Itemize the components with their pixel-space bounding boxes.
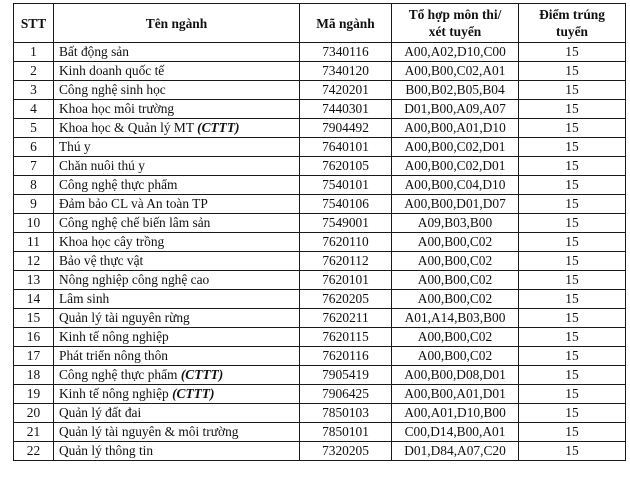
major-name-text: Công nghệ thực phẩm: [59, 177, 178, 192]
table-row: [14, 423, 626, 442]
row-major-code: 7340116: [300, 43, 392, 62]
row-major-name: [54, 81, 300, 100]
major-name-text: Kinh tế nông nghiệp: [59, 329, 169, 344]
row-stt: 6: [14, 138, 54, 157]
major-name-text: Phát triển nông thôn: [59, 348, 168, 363]
table-row: [14, 43, 626, 62]
header-subject-combination: Tổ hợp môn thi/ xét tuyển: [392, 4, 519, 43]
row-admission-score: 15: [519, 195, 626, 214]
row-major-code: 7620116: [300, 347, 392, 366]
table-row: [14, 100, 626, 119]
row-major-code: 7549001: [300, 214, 392, 233]
row-admission-score: 15: [519, 309, 626, 328]
table-row: [14, 138, 626, 157]
table-row: [14, 195, 626, 214]
major-name-text: Đảm bảo CL và An toàn TP: [59, 196, 208, 211]
row-stt: 7: [14, 157, 54, 176]
page-bottom-edge: [0, 477, 630, 483]
major-name-text: Quản lý thông tin: [59, 443, 154, 458]
row-subject-combination: A00,B00,C02: [392, 347, 519, 366]
row-major-name: [54, 385, 300, 404]
row-subject-combination: A00,B00,C04,D10: [392, 176, 519, 195]
header-major-code: Mã ngành: [300, 4, 392, 43]
row-major-name: [54, 271, 300, 290]
major-name-text: Khoa học môi trường: [59, 101, 175, 116]
header-admission-score: Điểm trúng tuyển: [519, 4, 626, 43]
major-name-text: Nông nghiệp công nghệ cao: [59, 272, 210, 287]
row-major-code: 7850103: [300, 404, 392, 423]
row-admission-score: 15: [519, 62, 626, 81]
row-admission-score: 15: [519, 138, 626, 157]
row-subject-combination: D01,B00,A09,A07: [392, 100, 519, 119]
row-admission-score: 15: [519, 119, 626, 138]
row-stt: 10: [14, 214, 54, 233]
major-name-text: Khoa học & Quản lý MT: [59, 120, 198, 135]
table-row: [14, 328, 626, 347]
table-row: [14, 290, 626, 309]
row-admission-score: 15: [519, 176, 626, 195]
major-name-text: Công nghệ thực phẩm: [59, 367, 181, 382]
major-name-text: Kinh tế nông nghiệp: [59, 386, 173, 401]
row-major-code: 7904492: [300, 119, 392, 138]
program-tag: (CTTT): [180, 367, 224, 382]
major-name-text: Công nghệ sinh học: [59, 82, 166, 97]
row-admission-score: 15: [519, 347, 626, 366]
row-admission-score: 15: [519, 233, 626, 252]
row-major-name: [54, 119, 300, 138]
table-row: [14, 214, 626, 233]
row-major-code: 7850101: [300, 423, 392, 442]
row-major-code: 7540101: [300, 176, 392, 195]
row-admission-score: 15: [519, 404, 626, 423]
table-row: [14, 366, 626, 385]
row-stt: 11: [14, 233, 54, 252]
row-admission-score: 15: [519, 423, 626, 442]
table-row: [14, 442, 626, 461]
row-admission-score: 15: [519, 271, 626, 290]
table-row: [14, 157, 626, 176]
table-header-row: [14, 4, 626, 43]
row-subject-combination: A00,B00,C02,D01: [392, 157, 519, 176]
row-major-name: [54, 138, 300, 157]
major-name-text: Bảo vệ thực vật: [59, 253, 144, 268]
row-subject-combination: A00,B00,A01,D01: [392, 385, 519, 404]
row-stt: 1: [14, 43, 54, 62]
row-major-name: [54, 366, 300, 385]
row-major-code: 7340120: [300, 62, 392, 81]
row-subject-combination: A09,B03,B00: [392, 214, 519, 233]
row-stt: 22: [14, 442, 54, 461]
row-subject-combination: A00,B00,C02: [392, 328, 519, 347]
row-major-code: 7620112: [300, 252, 392, 271]
major-name-text: Quản lý tài nguyên & môi trường: [59, 424, 239, 439]
row-major-code: 7906425: [300, 385, 392, 404]
row-major-name: [54, 290, 300, 309]
row-major-code: 7540106: [300, 195, 392, 214]
major-name-text: Công nghệ chế biến lâm sản: [59, 215, 211, 230]
major-name-text: Quản lý đất đai: [59, 405, 142, 420]
row-major-name: [54, 62, 300, 81]
row-stt: 13: [14, 271, 54, 290]
table-row: [14, 309, 626, 328]
row-admission-score: 15: [519, 442, 626, 461]
major-name-text: Lâm sinh: [59, 291, 110, 306]
major-name-text: Chăn nuôi thú y: [59, 158, 145, 173]
program-tag: (CTTT): [172, 386, 215, 401]
row-major-code: 7620211: [300, 309, 392, 328]
row-major-code: 7620105: [300, 157, 392, 176]
row-admission-score: 15: [519, 290, 626, 309]
header-stt: STT: [14, 4, 54, 43]
row-subject-combination: A00,B00,C02,D01: [392, 138, 519, 157]
row-subject-combination: A00,A01,D10,B00: [392, 404, 519, 423]
row-major-code: 7620101: [300, 271, 392, 290]
row-stt: 16: [14, 328, 54, 347]
major-name-text: Thú y: [59, 139, 91, 154]
row-stt: 14: [14, 290, 54, 309]
row-stt: 20: [14, 404, 54, 423]
table-row: [14, 385, 626, 404]
major-name-text: Bất động sản: [59, 44, 129, 59]
table-row: [14, 347, 626, 366]
table-row: [14, 176, 626, 195]
program-tag: (CTTT): [197, 120, 240, 135]
row-major-name: [54, 214, 300, 233]
row-admission-score: 15: [519, 100, 626, 119]
row-major-name: [54, 43, 300, 62]
row-major-name: [54, 328, 300, 347]
row-major-name: [54, 176, 300, 195]
row-stt: 2: [14, 62, 54, 81]
row-stt: 9: [14, 195, 54, 214]
row-stt: 8: [14, 176, 54, 195]
row-major-name: [54, 195, 300, 214]
row-subject-combination: C00,D14,B00,A01: [392, 423, 519, 442]
row-admission-score: 15: [519, 157, 626, 176]
row-major-code: 7420201: [300, 81, 392, 100]
row-major-code: 7640101: [300, 138, 392, 157]
row-stt: 19: [14, 385, 54, 404]
row-subject-combination: A00,B00,C02: [392, 233, 519, 252]
row-subject-combination: A00,A02,D10,C00: [392, 43, 519, 62]
table-row: [14, 119, 626, 138]
row-major-name: [54, 252, 300, 271]
table-row: [14, 62, 626, 81]
row-subject-combination: A00,B00,D01,D07: [392, 195, 519, 214]
row-subject-combination: A00,B00,C02: [392, 252, 519, 271]
row-subject-combination: A01,A14,B03,B00: [392, 309, 519, 328]
row-stt: 3: [14, 81, 54, 100]
row-major-name: [54, 309, 300, 328]
row-stt: 21: [14, 423, 54, 442]
row-subject-combination: D01,D84,A07,C20: [392, 442, 519, 461]
row-subject-combination: B00,B02,B05,B04: [392, 81, 519, 100]
admission-score-table: [13, 3, 626, 461]
row-subject-combination: A00,B00,C02: [392, 290, 519, 309]
table-row: [14, 233, 626, 252]
table-row: [14, 81, 626, 100]
row-stt: 18: [14, 366, 54, 385]
row-admission-score: 15: [519, 328, 626, 347]
row-major-code: 7620205: [300, 290, 392, 309]
row-stt: 12: [14, 252, 54, 271]
row-major-code: 7620115: [300, 328, 392, 347]
row-admission-score: 15: [519, 366, 626, 385]
row-stt: 15: [14, 309, 54, 328]
row-subject-combination: A00,B00,D08,D01: [392, 366, 519, 385]
row-major-code: 7620110: [300, 233, 392, 252]
row-admission-score: 15: [519, 252, 626, 271]
row-major-name: [54, 233, 300, 252]
row-subject-combination: A00,B00,C02: [392, 271, 519, 290]
table-row: [14, 271, 626, 290]
row-major-name: [54, 347, 300, 366]
row-major-name: [54, 157, 300, 176]
row-subject-combination: A00,B00,C02,A01: [392, 62, 519, 81]
header-major-name: Tên ngành: [54, 4, 300, 43]
row-stt: 4: [14, 100, 54, 119]
row-admission-score: 15: [519, 81, 626, 100]
row-major-code: 7905419: [300, 366, 392, 385]
row-stt: 17: [14, 347, 54, 366]
row-major-code: 7440301: [300, 100, 392, 119]
row-admission-score: 15: [519, 385, 626, 404]
row-subject-combination: A00,B00,A01,D10: [392, 119, 519, 138]
table-row: [14, 404, 626, 423]
major-name-text: Quản lý tài nguyên rừng: [59, 310, 190, 325]
row-major-name: [54, 423, 300, 442]
row-major-name: [54, 442, 300, 461]
row-major-code: 7320205: [300, 442, 392, 461]
row-admission-score: 15: [519, 43, 626, 62]
row-admission-score: 15: [519, 214, 626, 233]
table-row: [14, 252, 626, 271]
major-name-text: Kinh doanh quốc tế: [59, 63, 165, 78]
major-name-text: Khoa học cây trồng: [59, 234, 165, 249]
row-stt: 5: [14, 119, 54, 138]
row-major-name: [54, 404, 300, 423]
row-major-name: [54, 100, 300, 119]
